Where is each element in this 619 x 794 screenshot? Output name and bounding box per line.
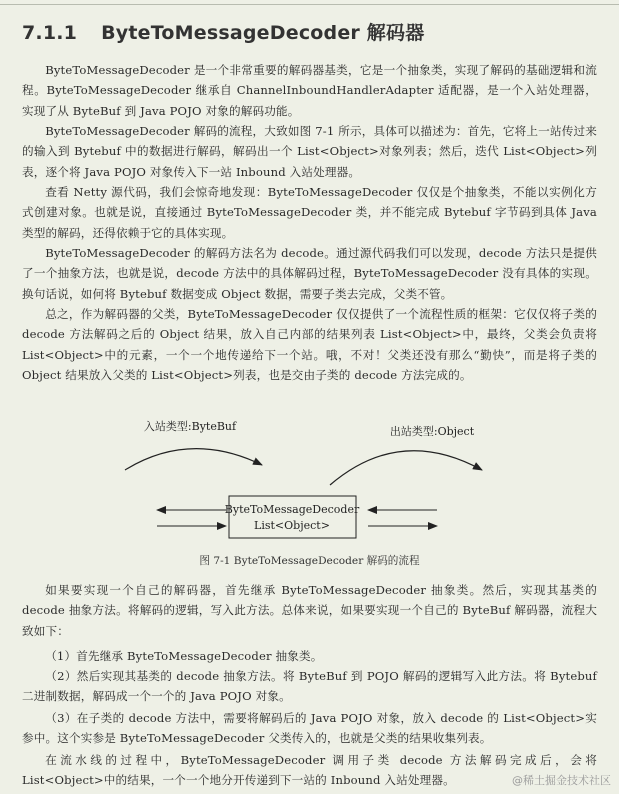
decoder-box-list: List<Object>: [254, 519, 330, 532]
outbound-type-label: 出站类型:Object: [389, 425, 475, 438]
step-3: （3）在子类的 decode 方法中，需要将解码后的 Java POJO 对象，放入 decode 的 List<Object>实参中。这个实参是 ByteToMessageDecoder 父类传入的，也就是父类的结果收集列表。: [22, 711, 597, 746]
decoder-box-class: ByteToMessageDecoder: [224, 503, 360, 516]
paragraph-howto: 如果要实现一个自己的解码器，首先继承 ByteToMessageDecoder 抽象类。然后，实现其基类的 decode 抽象方法。将解码的逻辑，写入此方法。总体来说，如果要实现一个自己的 ByteBuf 解码器，流程大致如下：: [22, 583, 597, 638]
figure-caption: 图 7-1 ByteToMessageDecoder 解码的流程: [199, 555, 420, 567]
section-number: 7.1.1: [22, 22, 78, 44]
section-title: ByteToMessageDecoder 解码器: [101, 22, 425, 44]
outbound-curve-arrow: [330, 451, 482, 485]
inbound-type-label: 入站类型:ByteBuf: [143, 420, 237, 433]
paragraph-abstract-class: 查看 Netty 源代码，我们会惊奇地发现：ByteToMessageDecoder 仅仅是个抽象类，不能以实例化方式创建对象。也就是说，直接通过 ByteToMessageDecoder 类，并不能完成 Bytebuf 字节码到具体 Java 类型的解码，还得依赖于它的具体实现。: [22, 185, 597, 240]
paragraph-pipeline: 在流水线的过程中，ByteToMessageDecoder 调用子类 decode 方法解码完成后，会将 List<Object>中的结果，一个一个地分开传递到下一站的 Inbound 入站处理器。: [22, 753, 597, 788]
watermark: @稀土掘金技术社区: [512, 774, 611, 787]
step-1: （1）首先继承 ByteToMessageDecoder 抽象类。: [45, 649, 323, 663]
paragraph-flow: ByteToMessageDecoder 解码的流程，大致如图 7-1 所示，具体可以描述为：首先，它将上一站传过来的输入到 Bytebuf 中的数据进行解码，解码出一个 List<Object>对象列表；然后，迭代 List<Object>列表，逐个将 Java POJO 对象传入下一站 Inbound 入站处理器。: [22, 124, 597, 179]
paragraph-summary: 总之，作为解码器的父类，ByteToMessageDecoder 仅仅提供了一个流程性质的框架：它仅仅将子类的 decode 方法解码之后的 Object 结果，放入自己内部的结果列表 List<Object>中，最终，父类会负责将 List<Object>中的元素，一个一个地传递给下一个站。哦，不对！父类还没有那么“勤快”，而是将子类的 Object 结果放入父类的 List<Object>列表，也是交由子类的 decode 方法完成的。: [22, 307, 597, 382]
paragraph-intro: ByteToMessageDecoder 是一个非常重要的解码器基类，它是一个抽象类，实现了解码的基础逻辑和流程。ByteToMessageDecoder 继承自 ChannelInboundHandlerAdapter 适配器，是一个入站处理器，实现了从 ByteBuf 到 Java POJO 对象的解码功能。: [22, 63, 597, 118]
paragraph-decode-method: ByteToMessageDecoder 的解码方法名为 decode。通过源代码我们可以发现，decode 方法只是提供了一个抽象方法，也就是说，decode 方法中的具体解码过程，ByteToMessageDecoder 没有具体的实现。换句话说，如何将 Bytebuf 数据变成 Object 数据，需要子类去完成，父类不管。: [22, 246, 597, 301]
inbound-curve-arrow: [125, 449, 262, 470]
step-2: （2）然后实现其基类的 decode 抽象方法。将 ByteBuf 到 POJO 解码的逻辑写入此方法。将 Bytebuf 二进制数据，解码成一个一个的 Java POJO 对象。: [22, 669, 597, 704]
